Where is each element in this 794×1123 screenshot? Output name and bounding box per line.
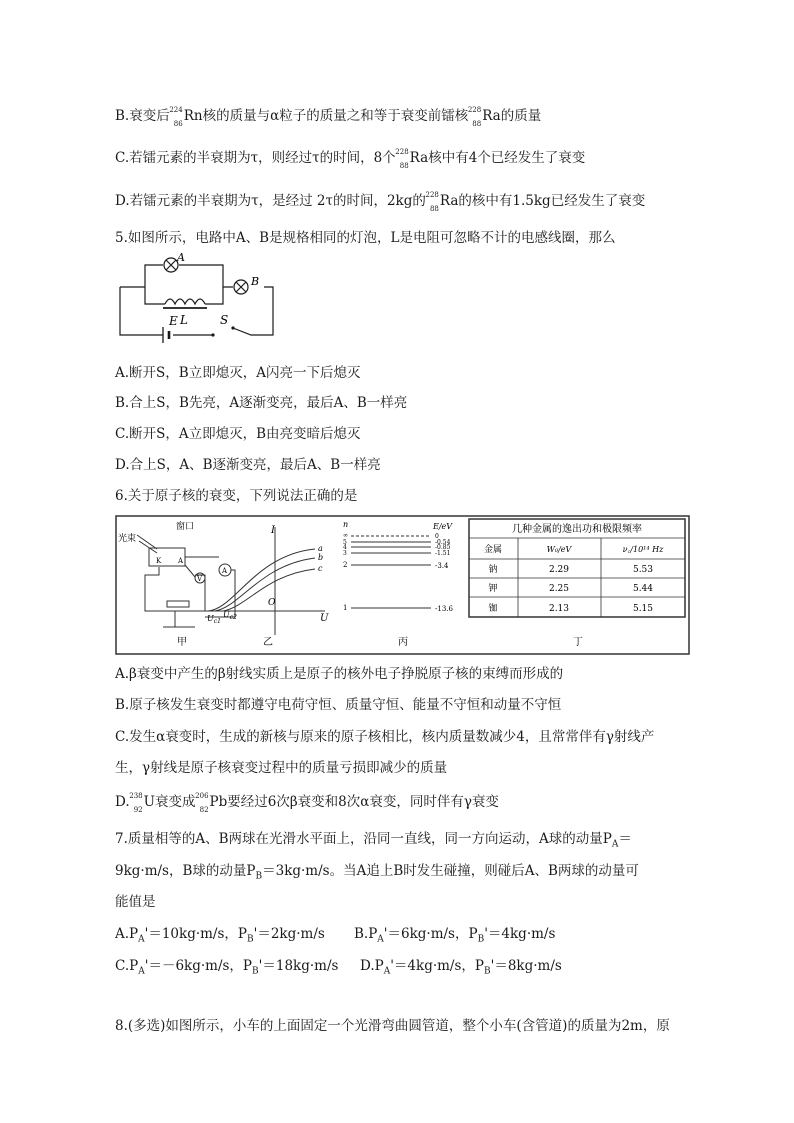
svg-text:3: 3 bbox=[343, 550, 347, 557]
battery-label: E bbox=[169, 314, 178, 328]
q6-stem: 6.关于原子核的衰变，下列说法正确的是 bbox=[115, 488, 358, 504]
curve-a-label: a bbox=[318, 544, 323, 553]
inductor-label: L bbox=[180, 313, 188, 327]
svg-text:金属: 金属 bbox=[483, 545, 503, 555]
nuclide-ra228: 228 88 bbox=[467, 105, 482, 128]
q6-option-b: B.原子核发生衰变时都遵守电荷守恒、质量守恒、能量不守恒和动量不守恒 bbox=[115, 697, 562, 713]
svg-text:-0.54: -0.54 bbox=[435, 539, 451, 546]
curve-b-label: b bbox=[318, 553, 324, 562]
caption-bing: 丙 bbox=[398, 637, 408, 648]
uc1-label: $U_{c1}$ bbox=[207, 614, 221, 625]
ammeter-label: A bbox=[222, 567, 228, 575]
q7-line1: 7.质量相等的A、B两球在光滑水平面上，沿同一直线，同一方向运动，A球的动量$P_A=$ bbox=[115, 831, 632, 850]
svg-text:-13.6: -13.6 bbox=[435, 605, 453, 613]
n-label: n bbox=[343, 520, 349, 529]
q7-option-d: $D.P_A'=4kg\cdot m/s$，$P_B'=8kg\cdot m/s$ bbox=[360, 958, 562, 977]
q7-option-c: $C.P_A'=-6kg\cdot m/s$，$P_B'=18kg\cdot m/s$ bbox=[115, 958, 339, 977]
q6-figure bbox=[115, 515, 690, 655]
q5-option-c: C.断开S，A立即熄灭，B由亮变暗后熄灭 bbox=[115, 426, 361, 442]
svg-text:2: 2 bbox=[343, 561, 348, 569]
q7-line3: 能值是 bbox=[115, 894, 156, 910]
q5-option-d: D.合上S，A、B逐渐变亮，最后A、B一样亮 bbox=[115, 457, 381, 473]
anode-a-label: A bbox=[178, 557, 184, 565]
energy-label: E/eV bbox=[433, 522, 453, 531]
uc2-label: $U_{c2}$ bbox=[223, 610, 237, 621]
voltage-axis-label: U bbox=[320, 613, 329, 624]
switch-label: S bbox=[220, 313, 229, 327]
svg-text:2.13: 2.13 bbox=[548, 604, 570, 614]
q5-option-a: A.断开S，B立即熄灭，A闪亮一下后熄灭 bbox=[115, 365, 361, 381]
svg-text:钾: 钾 bbox=[488, 584, 498, 594]
table-title: 几种金属的逸出功和极限频率 bbox=[512, 524, 642, 535]
origin-label: O bbox=[268, 598, 276, 608]
window-label: 窗口 bbox=[176, 522, 195, 532]
current-axis-label: I bbox=[271, 525, 275, 536]
q7-option-b: $B.P_A'=6kg\cdot m/s$，$P_B'=4kg\cdot m/s$ bbox=[354, 926, 556, 945]
caption-jia: 甲 bbox=[177, 637, 187, 648]
nuclide-rn224: 224 86 bbox=[169, 105, 183, 128]
svg-text:4: 4 bbox=[343, 544, 347, 551]
svg-text:0: 0 bbox=[435, 533, 439, 540]
curve-c-label: c bbox=[318, 564, 323, 573]
q5-stem: 5.如图所示，电路中A、B是规格相同的灯泡，L是电阻可忽略不计的电感线圈，那么 bbox=[115, 230, 616, 246]
svg-text:-0.85: -0.85 bbox=[435, 544, 451, 551]
svg-text:5.44: 5.44 bbox=[632, 584, 654, 594]
caption-ding: 丁 bbox=[573, 637, 583, 648]
q6-option-c-line2: 生，γ射线是原子核衰变过程中的质量亏损即减少的质量 bbox=[115, 760, 448, 776]
caption-yi: 乙 bbox=[263, 637, 273, 648]
q7-option-a: $A.P_A'=10kg\cdot m/s$，$P_B'=2kg\cdot m/s$ bbox=[115, 926, 325, 945]
beam-label: 光束 bbox=[118, 534, 137, 544]
nuclide-ra228: 228 88 bbox=[395, 147, 409, 170]
svg-text:5.53: 5.53 bbox=[632, 565, 654, 575]
q4-option-c: C.若镭元素的半衰期为τ，则经过τ的时间，8个 228 88 Ra核中有4个已经发生了衰变 bbox=[115, 147, 586, 170]
voltmeter-label: V bbox=[197, 575, 203, 583]
lamp-b-label: B bbox=[251, 275, 260, 288]
svg-text:2.29: 2.29 bbox=[548, 565, 570, 575]
q5-option-b: B.合上S，B先亮，A逐渐变亮，最后A、B一样亮 bbox=[115, 395, 408, 411]
svg-text:W₀/eV: W₀/eV bbox=[546, 545, 572, 554]
svg-text:-1.51: -1.51 bbox=[435, 550, 451, 557]
nuclide-ra228: 228 88 bbox=[425, 190, 439, 213]
lamp-a-label: A bbox=[177, 252, 185, 264]
q8-line1: 8.(多选)如图所示，小车的上面固定一个光滑弯曲圆管道，整个小车(含管道)的质量为2m，原 bbox=[115, 1018, 670, 1034]
svg-text:钠: 钠 bbox=[488, 565, 498, 575]
svg-text:5.15: 5.15 bbox=[632, 604, 654, 614]
svg-text:1: 1 bbox=[343, 604, 348, 612]
svg-text:铷: 铷 bbox=[488, 604, 498, 614]
q4-option-d: D.若镭元素的半衰期为τ，是经过 2τ的时间，2kg的 228 88 Ra的核中有1.5kg已经发生了衰变 bbox=[115, 190, 646, 213]
q6-option-c-line1: C.发生α衰变时，生成的新核与原来的原子核相比，核内质量数减少4，且常常伴有γ射线产 bbox=[115, 729, 655, 745]
svg-text:ν꜀/10¹⁴ Hz: ν꜀/10¹⁴ Hz bbox=[622, 545, 664, 554]
q7-line2: 9kg·m/s，B球的动量$P_B=3kg\cdot m/s$。当A追上B时发生碰撞，则碰后A、B两球的动量可 bbox=[115, 863, 639, 882]
q6-option-a: A.β衰变中产生的β射线实质上是原子的核外电子挣脱原子核的束缚而形成的 bbox=[115, 666, 564, 682]
svg-text:5: 5 bbox=[343, 539, 347, 546]
svg-text:2.25: 2.25 bbox=[548, 584, 570, 594]
svg-text:∞: ∞ bbox=[343, 532, 348, 539]
q4-option-b: B.衰变后 224 86 Rn核的质量与α粒子的质量之和等于衰变前镭核 228 88 Ra的质量 bbox=[115, 105, 542, 128]
q5-circuit-diagram bbox=[115, 252, 280, 344]
svg-text:-3.4: -3.4 bbox=[435, 562, 449, 570]
cathode-k-label: K bbox=[156, 557, 162, 565]
q6-option-d: D. 238 92 U衰变成 206 82 Pb要经过6次β衰变和8次α衰变，同时伴有γ衰变 bbox=[115, 791, 499, 814]
